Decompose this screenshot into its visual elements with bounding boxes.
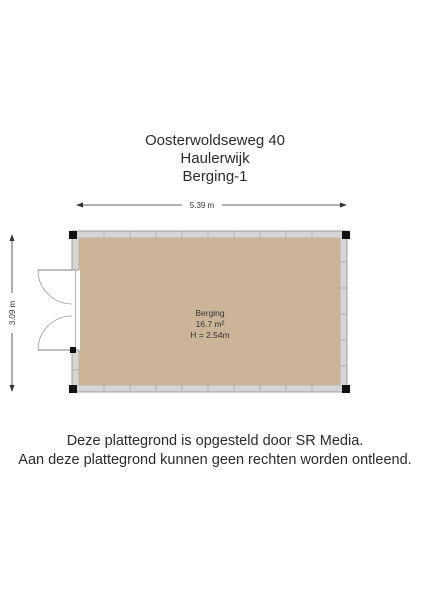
room-area: 16.7 m² bbox=[195, 319, 225, 329]
disclaimer bbox=[0, 432, 430, 470]
floor-title: Berging-1 bbox=[182, 168, 248, 185]
address-title: Oosterwoldseweg 40 bbox=[144, 132, 286, 149]
room-height: H = 2.54m bbox=[190, 330, 230, 340]
width-dimension bbox=[76, 198, 347, 211]
disclaimer-line-1: Deze plattegrond is opgesteld door SR Media. bbox=[66, 433, 364, 449]
double-door bbox=[38, 270, 80, 350]
city-title: Haulerwijk bbox=[180, 150, 250, 167]
height-label: 3.09 m bbox=[8, 300, 17, 326]
width-label: 5.39 m bbox=[189, 201, 215, 210]
disclaimer-line-2: Aan deze plattegrond kunnen geen rechten worden ontleend. bbox=[18, 452, 412, 468]
height-dimension bbox=[5, 234, 19, 392]
room-name: Berging bbox=[195, 308, 225, 318]
